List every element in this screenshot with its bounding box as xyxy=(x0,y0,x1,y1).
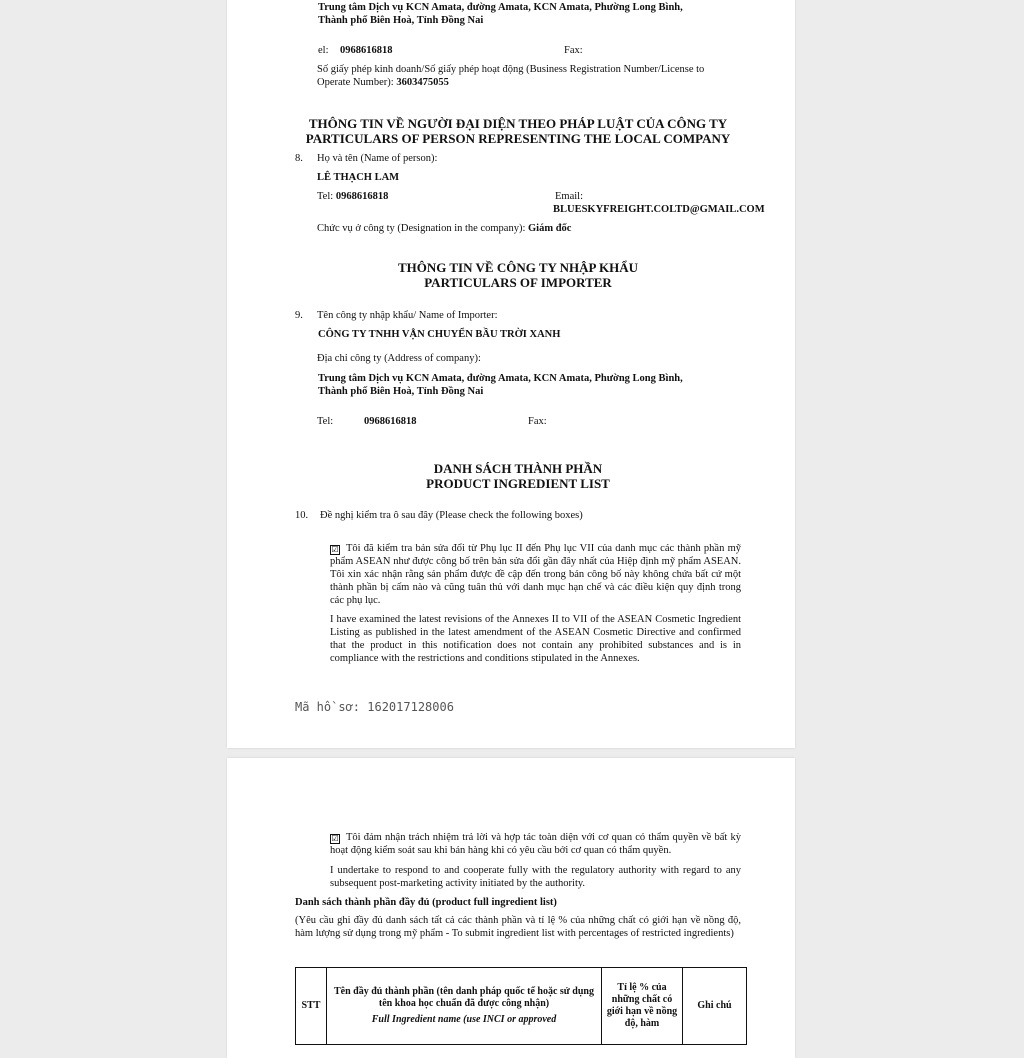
designation-label: Chức vụ ở công ty (Designation in the company): xyxy=(317,223,526,234)
document-page-3 xyxy=(227,0,795,748)
check2-vi-text: Tôi đảm nhận trách nhiệm trả lời và hợp tác toàn diện với cơ quan có thẩm quyền về bất kỳ hoạt động kiểm soát sau khi bán hàng khi có yêu cầu bởi cơ quan có thẩm quyền. xyxy=(330,832,741,856)
check1-vi-text: Tôi đã kiểm tra bản sửa đổi từ Phụ lục II đến Phụ lục VII của danh mục các thành phần mỹ phẩm ASEAN như được công bố trên bản sửa đổi gần đây nhất của Hiệp định mỹ phẩm ASEAN. Tôi xin xác nhận rằng sản phẩm được đề cập đến trong bản công bố này không chứa bất cứ một thành phần bị cấm nào và cũng tuân thủ với danh mục hạn chế và các điều kiện quy định trong các phụ lục. xyxy=(330,543,741,606)
item8-number: 8. xyxy=(295,153,303,164)
top-address-line1: Trung tâm Dịch vụ KCN Amata, đường Amata, KCN Amata, Phường Long Bình, xyxy=(318,2,683,13)
col-stt: STT xyxy=(296,968,327,1045)
ingredient-table xyxy=(295,967,747,1045)
rep-heading-en: PARTICULARS OF PERSON REPRESENTING THE LOCAL COMPANY xyxy=(305,131,731,146)
declaration-check1-en: I have examined the latest revisions of the Annexes II to VII of the ASEAN Cosmetic Ingredient Listing as published in the latest amendment of the ASEAN Cosmetic Directive and confirmed that the product in this notification does not contain any prohibited substances and is in compliance with the restrictions and conditions stipulated in the Annexes. xyxy=(330,614,741,664)
table-header-row xyxy=(296,968,747,1045)
col-name-vi: Tên đầy đủ thành phần (tên danh pháp quốc tế hoặc sử dụng tên khoa học chuẩn đã được công nhận) xyxy=(334,986,594,1009)
item9-number: 9. xyxy=(295,310,303,321)
rep-heading-vi: THÔNG TIN VỀ NGƯỜI ĐẠI DIỆN THEO PHÁP LUẬT CỦA CÔNG TY xyxy=(308,116,728,131)
checked-box-icon: ☑ xyxy=(331,545,339,554)
col-percent: Tỉ lệ % của những chất có giới hạn về nồng độ, hàm xyxy=(602,968,683,1045)
declaration-check1-vi xyxy=(330,542,741,607)
item9-label: Tên công ty nhập khẩu/ Name of Importer: xyxy=(317,310,498,321)
importer-heading-vi: THÔNG TIN VỀ CÔNG TY NHẬP KHẨU xyxy=(397,260,639,275)
item10-number: 10. xyxy=(295,510,309,521)
importer-heading-en: PARTICULARS OF IMPORTER xyxy=(424,275,612,290)
declaration-check2-en: I undertake to respond to and cooperate fully with the regulatory authority with regard to any subsequent post-marketing activity initiated by the authority. xyxy=(330,865,741,889)
importer-tel-label: Tel: xyxy=(317,416,334,427)
document-page-4 xyxy=(227,758,795,1058)
importer-address-line2: Thành phố Biên Hoà, Tỉnh Đồng Nai xyxy=(318,386,484,397)
person-tel-value: 0968616818 xyxy=(335,191,389,202)
email-value: BLUESKYFREIGHT.COLTD@GMAIL.COM xyxy=(553,204,765,215)
declaration-check2-vi xyxy=(330,831,741,857)
list-heading-vi: DANH SÁCH THÀNH PHẦN xyxy=(433,461,603,476)
top-address-line2: Thành phố Biên Hoà, Tỉnh Đồng Nai xyxy=(318,15,484,26)
fax-label: Fax: xyxy=(564,45,583,56)
person-name: LÊ THẠCH LAM xyxy=(317,172,400,183)
importer-fax-label: Fax: xyxy=(528,416,547,427)
checked-box-icon: ☑ xyxy=(331,834,339,843)
address-label: Địa chỉ công ty (Address of company): xyxy=(317,353,481,364)
list-heading-en: PRODUCT INGREDIENT LIST xyxy=(426,476,610,491)
person-tel-label: Tel: xyxy=(317,191,334,202)
item10-label: Đề nghị kiểm tra ô sau đây (Please check the following boxes) xyxy=(320,510,583,521)
tel-label: el: xyxy=(318,45,329,56)
col-name-en: Full Ingredient name (use INCI or approved xyxy=(371,1014,557,1025)
designation-value: Giám đốc xyxy=(528,223,572,234)
col-note: Ghi chú xyxy=(683,968,747,1045)
tel-value: 0968616818 xyxy=(340,45,393,56)
license-label: Operate Number): xyxy=(317,77,394,88)
email-label: Email: xyxy=(555,191,583,202)
file-code: Mã hồ sơ: 162017128006 xyxy=(295,700,454,714)
col-ingredient-name xyxy=(327,968,602,1045)
importer-name: CÔNG TY TNHH VẬN CHUYỂN BẦU TRỜI XANH xyxy=(318,329,561,340)
importer-tel-value: 0968616818 xyxy=(364,416,417,427)
license-line1: Số giấy phép kinh doanh/Số giấy phép hoạt động (Business Registration Number/License to xyxy=(317,64,705,75)
ingredient-title: Danh sách thành phần đầy đủ (product full ingredient list) xyxy=(295,897,557,908)
ingredient-note: (Yêu cầu ghi đầy đủ danh sách tất cả các thành phần và tỉ lệ % của những chất có giới hạn về nồng độ, hàm lượng sử dụng trong mỹ phẩm - To submit ingredient list with percentages of restricted ingredients) xyxy=(295,915,741,939)
item8-label: Họ và tên (Name of person): xyxy=(317,153,438,164)
license-number: 3603475055 xyxy=(396,77,449,88)
importer-address-line1: Trung tâm Dịch vụ KCN Amata, đường Amata, KCN Amata, Phường Long Bình, xyxy=(318,373,683,384)
